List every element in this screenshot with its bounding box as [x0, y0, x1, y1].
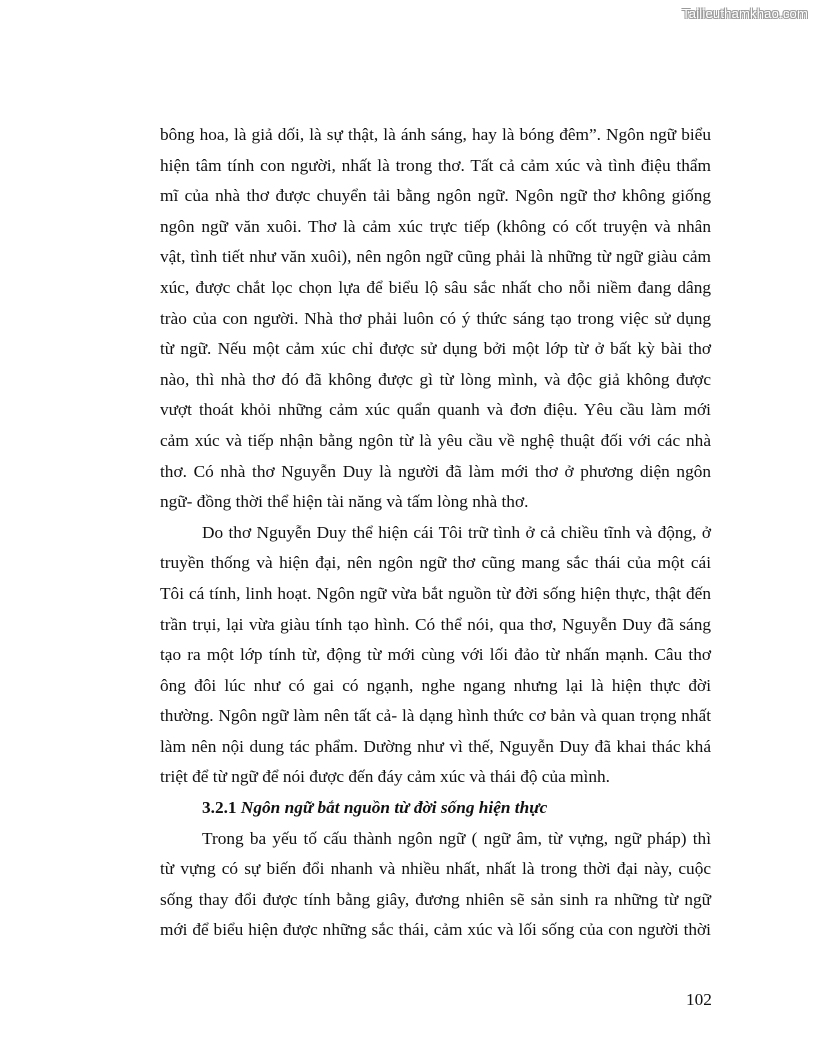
text-line: trần trụi, lại vừa giàu tính tạo hình. Có thể nói, qua thơ, Nguyễn Duy đã sáng	[160, 614, 711, 634]
text-line: vật, tình tiết như văn xuôi), nên ngôn ngữ cũng phải là những từ ngữ giàu cảm	[160, 247, 711, 267]
text-line: trào của con người. Nhà thơ phải luôn có ý thức sáng tạo trong việc sử dụng	[160, 308, 711, 328]
text-line: sống thay đổi được tính bằng giây, đương nhiên sẽ sản sinh ra những từ ngữ	[160, 889, 711, 909]
text-line: làm nên nội dung tác phẩm. Dường như vì thế, Nguyễn Duy đã khai thác khá	[160, 736, 711, 756]
text-line: ông đôi lúc như có gai có ngạnh, nghe ngang nhưng lại là hiện thực đời	[160, 675, 711, 695]
text-line: thơ. Có nhà thơ Nguyễn Duy là người đã làm mới thơ ở phương diện ngôn	[160, 461, 711, 481]
paragraph-1	[160, 120, 711, 518]
text-line: Trong ba yếu tố cấu thành ngôn ngữ ( ngữ âm, từ vựng, ngữ pháp) thì	[202, 828, 711, 848]
text-line: mĩ của nhà thơ được chuyển tải bằng ngôn ngữ. Ngôn ngữ thơ không giống	[160, 186, 711, 206]
document-body	[160, 120, 711, 946]
text-line: ngữ- đồng thời thể hiện tài năng và tấm lòng nhà thơ.	[160, 492, 529, 512]
text-line: nào, thì nhà thơ đó đã không được gì từ lòng mình, và độc giả không được	[160, 369, 711, 389]
text-line: mới để biểu hiện được những sắc thái, cảm xúc và lối sống của con người thời	[160, 920, 711, 940]
text-line: vượt thoát khỏi những cảm xúc quẩn quanh và đơn điệu. Yêu cầu làm mới	[160, 400, 711, 420]
text-line: Do thơ Nguyễn Duy thể hiện cái Tôi trữ tình ở cả chiều tĩnh và động, ở	[202, 522, 711, 542]
page-number: 102	[686, 990, 712, 1009]
text-line: tạo ra một lớp tính từ, động từ mới cùng với lối đảo từ nhấn mạnh. Câu thơ	[160, 645, 711, 665]
section-number: 3.2.1	[202, 798, 237, 818]
section-title: Ngôn ngữ bắt nguồn từ đời sống hiện thực	[240, 798, 548, 818]
text-line: bông hoa, là giả dối, là sự thật, là ánh sáng, hay là bóng đêm”. Ngôn ngữ biểu	[160, 125, 711, 144]
text-line: từ vựng có sự biến đổi nhanh và nhiều nhất, nhất là trong thời đại này, cuộc	[160, 859, 711, 879]
watermark: Tailieuthamkhao.com	[682, 6, 808, 21]
section-heading	[160, 793, 711, 824]
text-line: thường. Ngôn ngữ làm nên tất cả- là dạng hình thức cơ bản và quan trọng nhất	[160, 706, 711, 726]
paragraph-3	[160, 824, 711, 946]
text-line: triệt để từ ngữ để nói được đến đáy cảm xúc và thái độ của mình.	[160, 767, 610, 787]
text-line: từ ngữ. Nếu một cảm xúc chỉ được sử dụng bởi một lớp từ ở bất kỳ bài thơ	[160, 339, 711, 359]
text-line: xúc, được chắt lọc chọn lựa để biểu lộ sâu sắc nhất cho nỗi niềm đang dâng	[160, 277, 711, 297]
text-line: hiện tâm tính con người, nhất là trong thơ. Tất cả cảm xúc và tình điệu thẩm	[160, 155, 711, 175]
paragraph-2	[160, 518, 711, 793]
text-line: ngôn ngữ văn xuôi. Thơ là cảm xúc trực tiếp (không có cốt truyện và nhân	[160, 216, 711, 236]
text-line: truyền thống và hiện đại, nên ngôn ngữ thơ cũng mang sắc thái của một cái	[160, 553, 711, 573]
text-line: cảm xúc và tiếp nhận bằng ngôn từ là yêu cầu về nghệ thuật đối với các nhà	[160, 430, 711, 450]
text-line: Tôi cá tính, linh hoạt. Ngôn ngữ vừa bắt nguồn từ đời sống hiện thực, thật đến	[160, 583, 711, 603]
